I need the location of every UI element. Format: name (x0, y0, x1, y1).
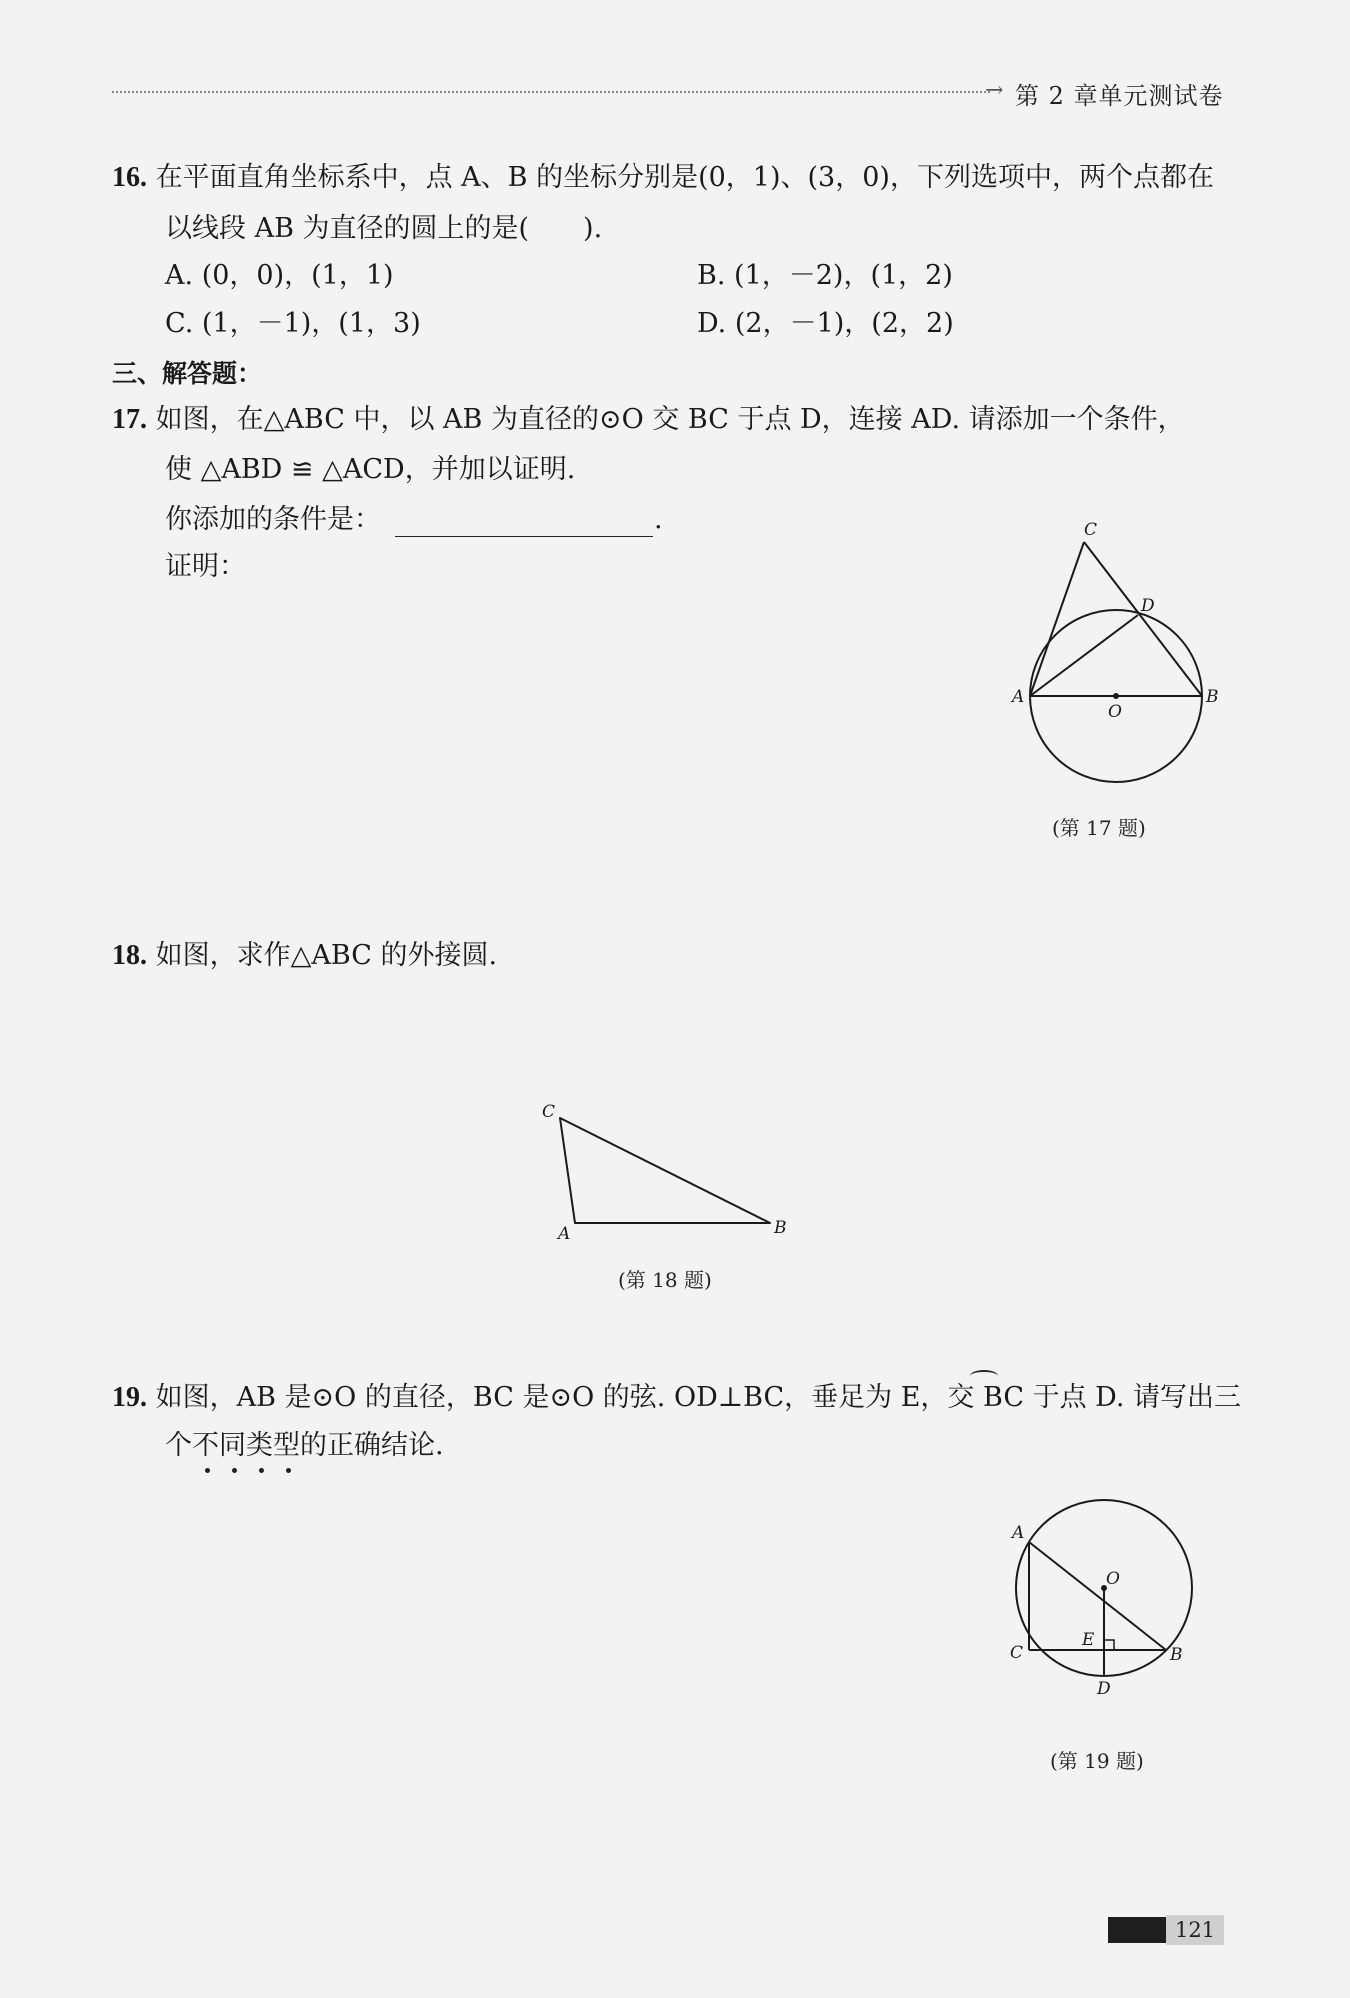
q18-number: 18. (112, 940, 147, 971)
option-text: (1，－2)，(1，2) (734, 260, 953, 291)
label-c: C (1010, 1643, 1024, 1663)
emphasis-dot (205, 1468, 210, 1473)
figure-18 (530, 1095, 800, 1245)
answer-blank[interactable] (395, 536, 653, 537)
label-a: A (558, 1224, 571, 1244)
option-label: B. (697, 260, 726, 291)
option-label: C. (165, 308, 194, 339)
q17-line1 (112, 402, 1185, 438)
q17-number: 17. (112, 404, 147, 435)
q19-number: 19. (112, 1382, 147, 1413)
q18-line1 (112, 938, 497, 974)
q17-text-1: 如图，在△ABC 中，以 AB 为直径的⊙O 交 BC 于点 D，连接 AD. 请添加一个条件， (155, 404, 1185, 435)
option-text: (2，－1)，(2，2) (734, 308, 954, 339)
emphasis-dot (259, 1468, 264, 1473)
figure-17-caption: (第 17 题) (1052, 816, 1146, 840)
option-label: D. (697, 308, 727, 339)
q16-number: 16. (112, 162, 147, 193)
header-dotted-rule (112, 91, 990, 93)
option-text: (1，－1)，(1，3) (201, 308, 421, 339)
label-d: D (1097, 1679, 1111, 1699)
chapter-title: 第 2 章单元测试卷 (1015, 82, 1224, 110)
segment-cb (1084, 542, 1202, 696)
segment-ad (1030, 615, 1138, 696)
option-label: A. (165, 260, 194, 291)
center-o-dot (1113, 693, 1119, 699)
q17-line2: 使 △ABD ≌ △ACD，并加以证明. (165, 454, 576, 485)
label-a: A (1012, 687, 1025, 707)
q16-line1 (112, 160, 1214, 196)
figure-19-caption: (第 19 题) (1050, 1749, 1144, 1773)
triangle-abc (560, 1118, 770, 1223)
q16-line2: 以线段 AB 为直径的圆上的是( ). (165, 213, 603, 244)
label-a: A (1012, 1523, 1025, 1543)
label-o: O (1106, 1569, 1120, 1589)
figure-17 (1000, 520, 1230, 800)
section-title: 三、解答题： (112, 359, 263, 388)
q18-text-1: 如图，求作△ABC 的外接圆. (155, 940, 498, 971)
q17-line3: 你添加的条件是： (165, 504, 381, 535)
q19-line2: 个不同类型的正确结论. (165, 1430, 444, 1461)
q16-option-a (165, 258, 394, 294)
label-b: B (1170, 1645, 1183, 1665)
label-d: D (1141, 596, 1155, 616)
q16-text-1: 在平面直角坐标系中，点 A、B 的坐标分别是(0，1)、(3，0)，下列选项中，两个点都在 (155, 162, 1214, 193)
right-angle-mark (1104, 1640, 1114, 1650)
figure-19 (1000, 1490, 1230, 1715)
label-b: B (774, 1218, 787, 1238)
emphasis-dot (232, 1468, 237, 1473)
label-c: C (542, 1102, 556, 1122)
option-text: (0，0)，(1，1) (201, 260, 394, 291)
q17-line3-period: . (654, 504, 663, 535)
label-o: O (1108, 702, 1122, 722)
label-b: B (1206, 687, 1219, 707)
label-e: E (1082, 1630, 1095, 1650)
q19-text-1: 如图，AB 是⊙O 的直径，BC 是⊙O 的弦. OD⊥BC，垂足为 E，交 BC 于点 D. 请写出三 (155, 1382, 1242, 1413)
q19-line1 (112, 1380, 1241, 1416)
emphasis-dot (286, 1468, 291, 1473)
q16-option-d (697, 306, 954, 342)
label-c: C (1084, 520, 1098, 540)
diameter-ab (1029, 1542, 1166, 1650)
q16-option-c (165, 306, 421, 342)
header-arrow-icon: → (985, 78, 1004, 103)
q16-option-b (697, 258, 953, 294)
figure-18-caption: (第 18 题) (618, 1268, 712, 1292)
page-number: 121 (1166, 1915, 1224, 1945)
q17-proof-label: 证明： (165, 551, 246, 582)
